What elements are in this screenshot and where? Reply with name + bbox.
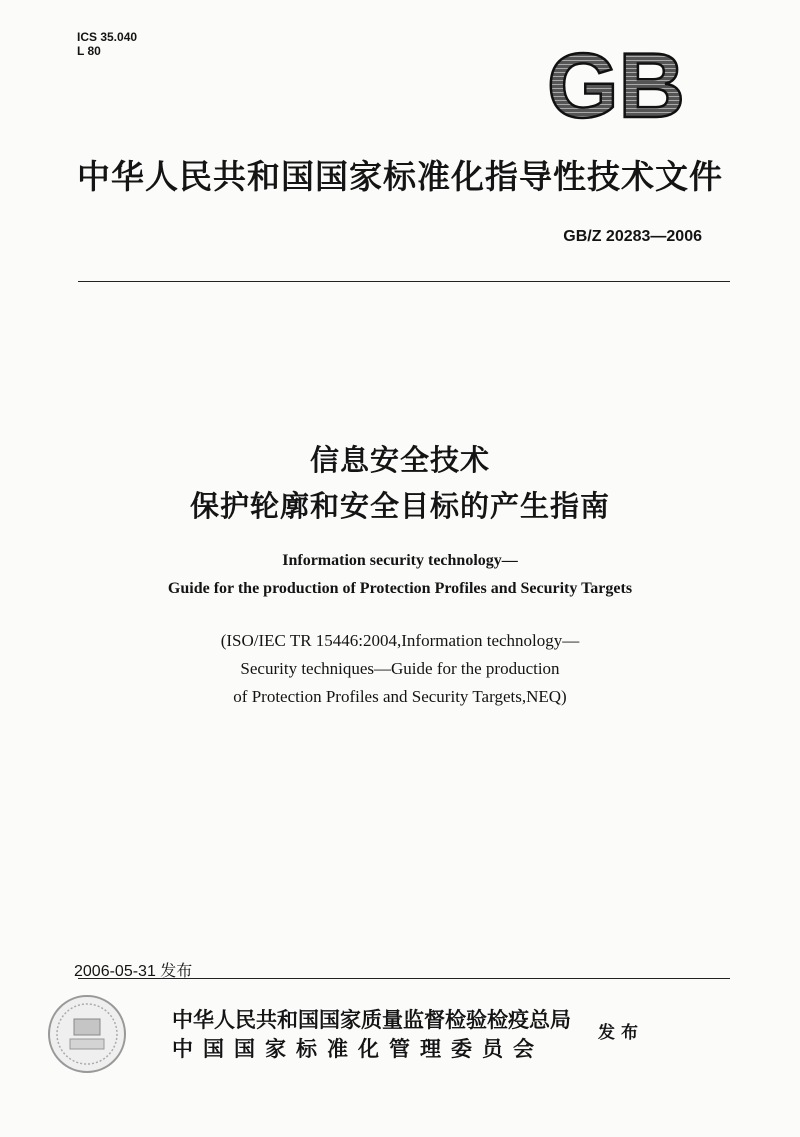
chinese-title-line1: 信息安全技术 (309, 443, 490, 477)
reference-line3: of Protection Profiles and Security Targets,NEQ) (233, 687, 567, 706)
gb-logo-icon (528, 44, 704, 124)
standard-number: GB/Z 20283—2006 (563, 228, 702, 245)
issuer-sac: 中国国家标准化管理委员会 (172, 1037, 544, 1061)
document-type-title: 中华人民共和国国家标准化指导性技术文件 (77, 157, 723, 196)
issuer-aqsiq: 中华人民共和国国家质量监督检验检疫总局 (172, 1008, 571, 1032)
anti-counterfeit-seal-icon (46, 993, 128, 1075)
reference-line1: (ISO/IEC TR 15446:2004,Information technology— (220, 631, 580, 650)
header-divider (78, 281, 730, 282)
chinese-title-line2: 保护轮廓和安全目标的产生指南 (189, 489, 610, 523)
footer-divider (78, 978, 730, 979)
ics-code: ICS 35.040 (77, 30, 138, 44)
reference-line2: Security techniques—Guide for the production (240, 659, 560, 678)
gb-logo-text: GB (547, 44, 685, 124)
publish-label: 发布 (598, 1023, 644, 1043)
english-title-line1: Information security technology— (282, 552, 518, 569)
ics-classification (77, 30, 137, 58)
english-title-line2: Guide for the production of Protection Profiles and Security Targets (167, 580, 633, 597)
ccs-code: L 80 (77, 44, 101, 58)
issue-date: 2006-05-31 发布 (74, 963, 193, 980)
